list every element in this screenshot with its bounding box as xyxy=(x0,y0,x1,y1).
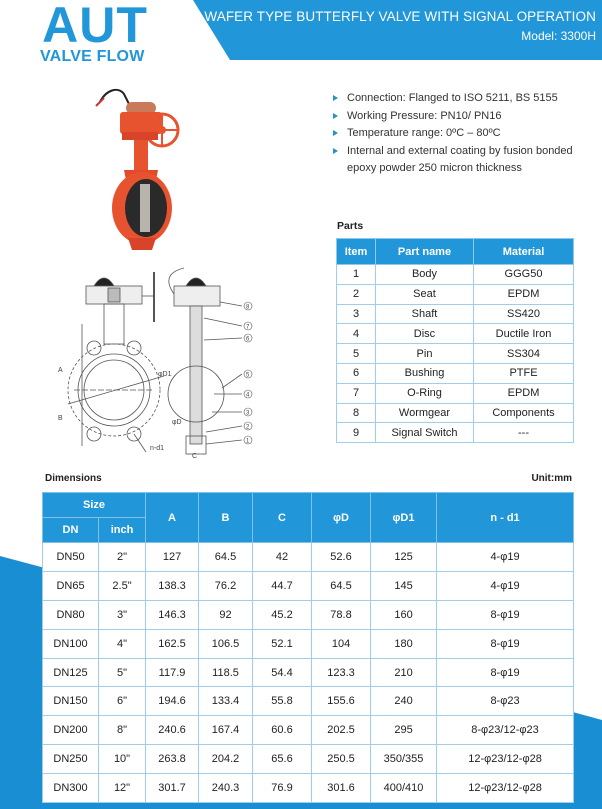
parts-row xyxy=(337,265,574,285)
drawing-label-n-d1: n-d1 xyxy=(150,445,165,452)
table-cell: 204.2 xyxy=(199,745,253,774)
table-cell: 42 xyxy=(253,543,312,572)
table-cell: 123.3 xyxy=(312,658,371,687)
svg-text:3: 3 xyxy=(246,410,250,417)
drawing-callouts xyxy=(244,302,252,445)
butterfly-valve-photo xyxy=(92,80,202,255)
table-cell: 8 xyxy=(337,403,376,423)
parts-row xyxy=(337,363,574,383)
bullet-icon xyxy=(333,113,338,119)
svg-text:4: 4 xyxy=(246,392,250,399)
parts-row xyxy=(337,383,574,403)
parts-header-row xyxy=(337,239,574,265)
table-cell: DN50 xyxy=(43,543,99,572)
table-cell: 2.5" xyxy=(99,571,146,600)
table-cell: 240.6 xyxy=(146,716,199,745)
dimensions-table xyxy=(42,492,574,803)
drawing-label-phi-d: φD xyxy=(172,419,182,426)
bullet-icon xyxy=(333,130,338,136)
table-cell: 78.8 xyxy=(312,600,371,629)
feature-item: Working Pressure: PN10/ PN16 xyxy=(333,108,595,126)
table-cell: 8" xyxy=(99,716,146,745)
table-cell: 194.6 xyxy=(146,687,199,716)
table-cell: 64.5 xyxy=(312,571,371,600)
table-cell: Components xyxy=(474,403,574,423)
column-header-c: C xyxy=(253,493,312,543)
table-cell: 5 xyxy=(337,344,376,364)
table-cell: 12" xyxy=(99,774,146,803)
table-cell: 263.8 xyxy=(146,745,199,774)
table-cell: 76.9 xyxy=(253,774,312,803)
table-cell: PTFE xyxy=(474,363,574,383)
table-cell: 118.5 xyxy=(199,658,253,687)
table-cell: 10" xyxy=(99,745,146,774)
table-cell: 180 xyxy=(371,629,437,658)
table-cell: 167.4 xyxy=(199,716,253,745)
table-cell: DN300 xyxy=(43,774,99,803)
table-cell: 4-φ19 xyxy=(437,571,574,600)
table-cell: 92 xyxy=(199,600,253,629)
table-cell: 162.5 xyxy=(146,629,199,658)
table-cell: 8-φ23 xyxy=(437,687,574,716)
table-cell: 210 xyxy=(371,658,437,687)
table-cell: 301.6 xyxy=(312,774,371,803)
table-cell: Seat xyxy=(376,284,474,304)
table-cell: EPDM xyxy=(474,383,574,403)
parts-row xyxy=(337,324,574,344)
table-cell: 106.5 xyxy=(199,629,253,658)
table-cell: 44.7 xyxy=(253,571,312,600)
parts-title: Parts xyxy=(337,220,364,232)
table-cell: 400/410 xyxy=(371,774,437,803)
table-cell: 8-φ23/12-φ23 xyxy=(437,716,574,745)
table-cell: SS304 xyxy=(474,344,574,364)
table-cell: --- xyxy=(474,423,574,443)
table-cell: 3 xyxy=(337,304,376,324)
logo-main-text: AUT xyxy=(42,0,148,53)
dimensions-header-row xyxy=(43,493,574,518)
table-cell: 145 xyxy=(371,571,437,600)
dimensions-row xyxy=(43,629,574,658)
table-cell: DN125 xyxy=(43,658,99,687)
svg-text:1: 1 xyxy=(246,438,250,445)
table-cell: 54.4 xyxy=(253,658,312,687)
table-cell: Signal Switch xyxy=(376,423,474,443)
table-cell: 55.8 xyxy=(253,687,312,716)
table-cell: 12-φ23/12-φ28 xyxy=(437,745,574,774)
dimensions-row xyxy=(43,600,574,629)
table-cell: Pin xyxy=(376,344,474,364)
dimensions-row xyxy=(43,687,574,716)
table-cell: 125 xyxy=(371,543,437,572)
table-cell: Disc xyxy=(376,324,474,344)
column-header-inch: inch xyxy=(99,518,146,543)
table-cell: 133.4 xyxy=(199,687,253,716)
table-cell: 240 xyxy=(371,687,437,716)
table-cell: 202.5 xyxy=(312,716,371,745)
table-cell: 52.6 xyxy=(312,543,371,572)
table-cell: DN150 xyxy=(43,687,99,716)
table-cell: DN100 xyxy=(43,629,99,658)
bullet-icon xyxy=(333,148,338,154)
table-cell: 8-φ19 xyxy=(437,658,574,687)
dimensions-row xyxy=(43,543,574,572)
table-cell: 1 xyxy=(337,265,376,285)
column-header-n-d1: n - d1 xyxy=(437,493,574,543)
table-cell: 8-φ19 xyxy=(437,600,574,629)
feature-item: Temperature range: 0ºC – 80ºC xyxy=(333,125,595,143)
parts-row xyxy=(337,403,574,423)
brand-logo xyxy=(40,2,180,66)
table-cell: Bushing xyxy=(376,363,474,383)
table-cell: 12-φ23/12-φ28 xyxy=(437,774,574,803)
table-cell: 4" xyxy=(99,629,146,658)
parts-table xyxy=(336,238,574,443)
column-header-size: Size xyxy=(43,493,146,518)
table-cell: DN80 xyxy=(43,600,99,629)
table-cell: 127 xyxy=(146,543,199,572)
table-cell: O-Ring xyxy=(376,383,474,403)
dimensions-row xyxy=(43,571,574,600)
table-cell: 155.6 xyxy=(312,687,371,716)
table-cell: Ductile Iron xyxy=(474,324,574,344)
table-cell: 60.6 xyxy=(253,716,312,745)
table-cell: 301.7 xyxy=(146,774,199,803)
parts-row xyxy=(337,284,574,304)
table-cell: 138.3 xyxy=(146,571,199,600)
table-cell: 9 xyxy=(337,423,376,443)
page-title: WAFER TYPE BUTTERFLY VALVE WITH SIGNAL OPERATION xyxy=(204,9,596,24)
feature-item: Internal and external coating by fusion bonded epoxy powder 250 micron thickness xyxy=(333,143,595,178)
bullet-icon xyxy=(333,95,338,101)
table-cell: 76.2 xyxy=(199,571,253,600)
table-cell: 250.5 xyxy=(312,745,371,774)
table-cell: 5" xyxy=(99,658,146,687)
table-cell: Body xyxy=(376,265,474,285)
table-cell: 104 xyxy=(312,629,371,658)
table-cell: 295 xyxy=(371,716,437,745)
parts-row xyxy=(337,304,574,324)
table-cell: EPDM xyxy=(474,284,574,304)
table-cell: SS420 xyxy=(474,304,574,324)
table-cell: DN250 xyxy=(43,745,99,774)
table-cell: DN200 xyxy=(43,716,99,745)
table-cell: GGG50 xyxy=(474,265,574,285)
logo-sub-text: VALVE FLOW xyxy=(40,48,145,65)
dimensions-row xyxy=(43,716,574,745)
drawing-label-a: A xyxy=(58,367,63,374)
dimensions-row xyxy=(43,745,574,774)
table-cell: 117.9 xyxy=(146,658,199,687)
parts-row xyxy=(337,344,574,364)
table-cell: 65.6 xyxy=(253,745,312,774)
table-cell: 7 xyxy=(337,383,376,403)
parts-row xyxy=(337,423,574,443)
dimensions-title: Dimensions xyxy=(45,473,102,484)
svg-text:6: 6 xyxy=(246,336,250,343)
table-cell: 6 xyxy=(337,363,376,383)
table-cell: 64.5 xyxy=(199,543,253,572)
column-header-material: Material xyxy=(474,239,574,265)
table-cell: 146.3 xyxy=(146,600,199,629)
svg-text:5: 5 xyxy=(246,372,250,379)
table-cell: 45.2 xyxy=(253,600,312,629)
table-cell: 52.1 xyxy=(253,629,312,658)
table-cell: 350/355 xyxy=(371,745,437,774)
table-cell: 4-φ19 xyxy=(437,543,574,572)
column-header-b: B xyxy=(199,493,253,543)
column-header-dn: DN xyxy=(43,518,99,543)
feature-list xyxy=(333,90,595,178)
drawing-label-b: B xyxy=(58,415,63,422)
drawing-label-c: C xyxy=(192,453,198,460)
table-cell: 2" xyxy=(99,543,146,572)
dimensions-unit: Unit:mm xyxy=(531,473,572,484)
table-cell: 6" xyxy=(99,687,146,716)
feature-item: Connection: Flanged to ISO 5211, BS 5155 xyxy=(333,90,595,108)
table-cell: 160 xyxy=(371,600,437,629)
table-cell: 240.3 xyxy=(199,774,253,803)
drawing-label-phi-d1: φD1 xyxy=(158,371,172,378)
dimensions-row xyxy=(43,658,574,687)
table-cell: Shaft xyxy=(376,304,474,324)
technical-drawing xyxy=(34,264,270,460)
svg-text:8: 8 xyxy=(246,304,250,311)
column-header-phi-d1: φD1 xyxy=(371,493,437,543)
column-header-part-name: Part name xyxy=(376,239,474,265)
table-cell: 8-φ19 xyxy=(437,629,574,658)
column-header-item: Item xyxy=(337,239,376,265)
table-cell: 3" xyxy=(99,600,146,629)
svg-text:2: 2 xyxy=(246,424,250,431)
column-header-phi-d: φD xyxy=(312,493,371,543)
column-header-a: A xyxy=(146,493,199,543)
table-cell: Wormgear xyxy=(376,403,474,423)
table-cell: 4 xyxy=(337,324,376,344)
table-cell: DN65 xyxy=(43,571,99,600)
model-number: Model: 3300H xyxy=(521,29,596,43)
dimensions-row xyxy=(43,774,574,803)
table-cell: 2 xyxy=(337,284,376,304)
svg-text:7: 7 xyxy=(246,324,250,331)
